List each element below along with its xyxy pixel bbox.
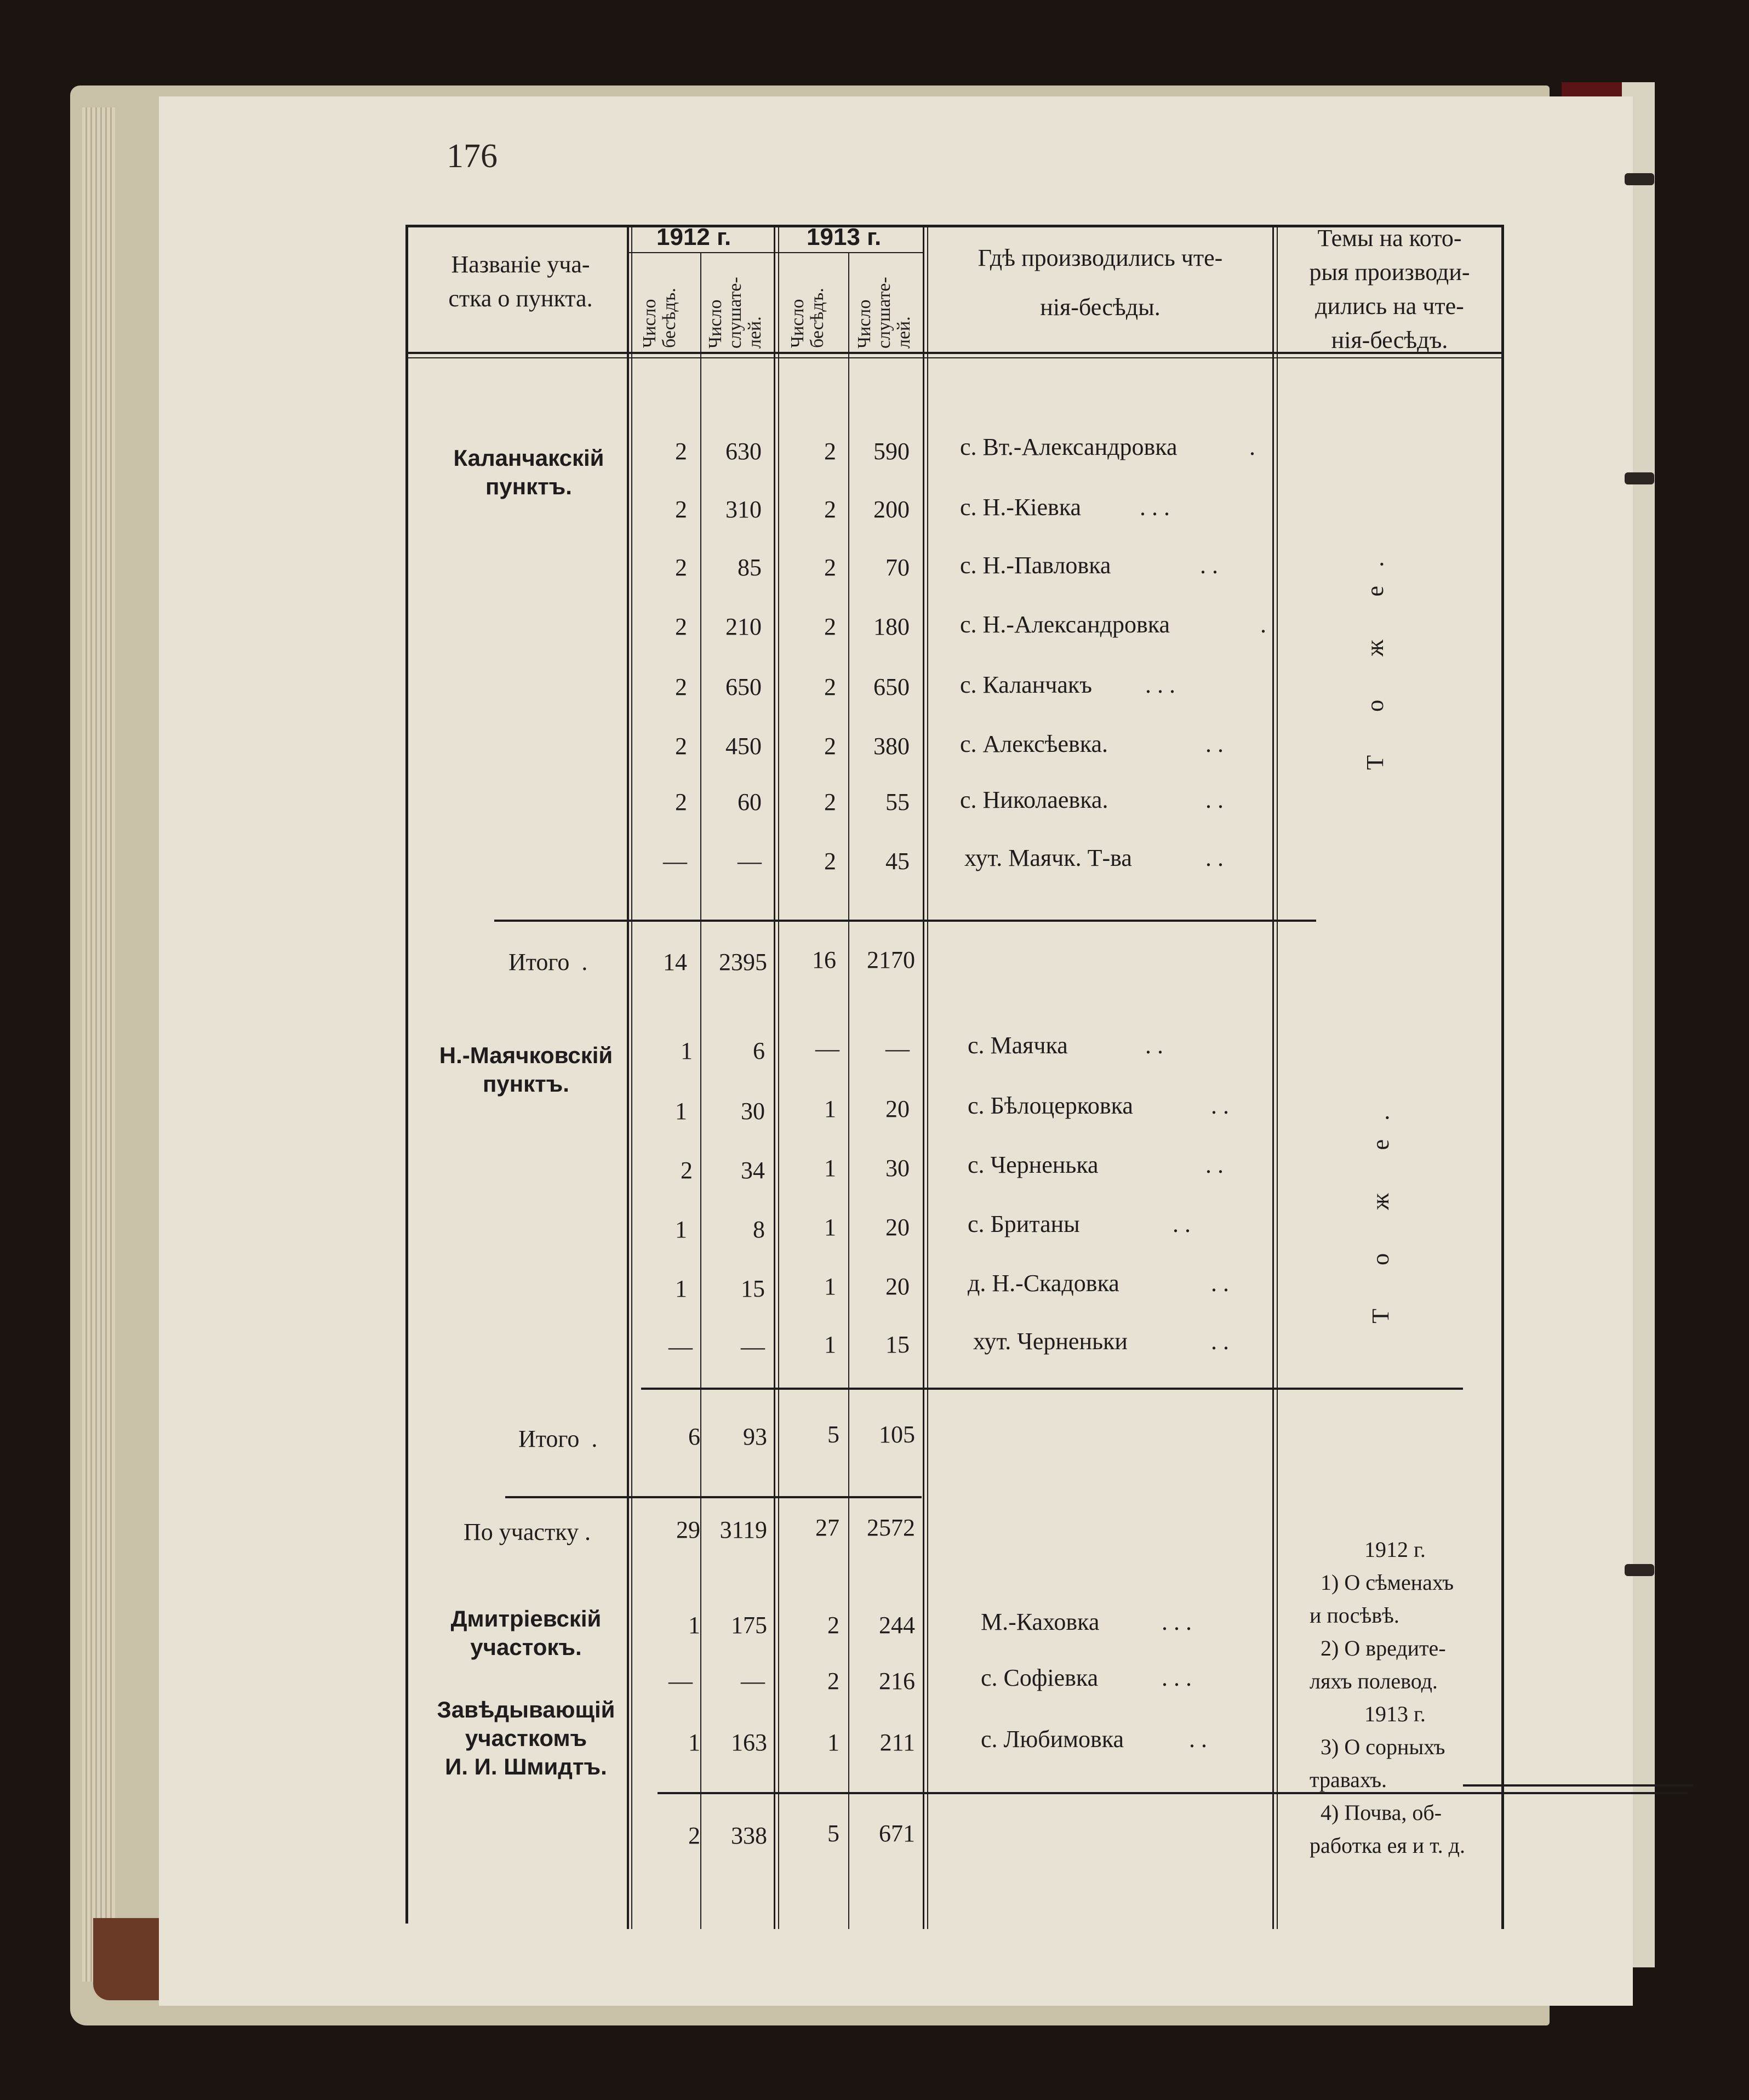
cell-listeners-1912: 60 [738, 789, 762, 815]
district-total-listeners-1913: 2572 [867, 1514, 915, 1541]
cell-listeners-1913: — [885, 1035, 910, 1062]
cell-listeners-1912: 6 [753, 1037, 765, 1064]
table-right-rule [1501, 225, 1504, 1929]
cell-leader-dots: . . [1145, 1032, 1163, 1059]
page-edges [82, 107, 115, 1982]
cell-leader-dots: . . [1205, 731, 1224, 757]
total-talks-1913: 16 [812, 946, 836, 973]
cell-listeners-1912: 175 [731, 1612, 767, 1639]
cell-place: с. Маячка [968, 1032, 1068, 1059]
total-talks-1912: 6 [688, 1423, 700, 1450]
cell-listeners-1912: — [741, 1668, 765, 1694]
binding-clip [1625, 173, 1654, 185]
header-year-1912: 1912 г. [656, 224, 731, 250]
cell-talks-1912: 2 [681, 1157, 693, 1184]
section-rule [494, 920, 1316, 922]
total-label-mayachka: Итого . [518, 1425, 598, 1452]
total-listeners-1913: 2170 [867, 946, 915, 973]
cell-place: с. Бѣлоцерковка [968, 1092, 1133, 1119]
cell-listeners-1912: 450 [725, 733, 762, 760]
cell-listeners-1912: 8 [753, 1216, 765, 1243]
binding-clip [1625, 472, 1654, 484]
cell-leader-dots: . . [1200, 552, 1218, 579]
cell-leader-dots: . [1260, 611, 1266, 638]
cell-talks-1912: 1 [675, 1216, 687, 1243]
col-rule [927, 225, 928, 1929]
header-listeners-1913: Число слушате- лей. [854, 277, 914, 349]
cell-place: М.-Каховка [981, 1608, 1100, 1635]
header-talks-1913: Число бесѣдъ. [787, 288, 827, 348]
cell-listeners-1913: 30 [885, 1155, 910, 1182]
section-rule [505, 1496, 922, 1498]
topic-same-mayachka: Т о ж е. [1367, 1096, 1394, 1323]
cell-place: д. Н.-Скадовка [968, 1270, 1119, 1297]
dmitrievsky-total-talks-1913: 5 [827, 1820, 839, 1847]
district-total-label: По участку . [464, 1519, 591, 1545]
cell-listeners-1913: 380 [873, 733, 910, 760]
readings-table [405, 203, 1516, 1929]
binding-clip [1625, 1564, 1654, 1576]
cell-place: хут. Черненьки [973, 1328, 1128, 1355]
cell-listeners-1912: — [741, 1333, 765, 1360]
cell-place: с. Британы [968, 1211, 1080, 1237]
cell-place: с. Алексѣевка. [960, 731, 1108, 757]
cell-talks-1912: 1 [681, 1037, 693, 1064]
cell-place: с. Н.-Кіевка [960, 494, 1082, 521]
total-listeners-1912: 2395 [719, 949, 767, 975]
cell-listeners-1913: 70 [885, 554, 910, 581]
topic-same-kalanchak: Т о ж е. [1362, 543, 1388, 770]
cell-listeners-1912: 163 [731, 1729, 767, 1756]
cell-leader-dots: . . [1189, 1726, 1207, 1753]
cell-leader-dots: . . [1211, 1092, 1229, 1119]
cell-listeners-1912: 15 [741, 1275, 765, 1302]
cell-talks-1912: 2 [675, 496, 687, 523]
cell-leader-dots: . . [1173, 1211, 1191, 1237]
header-name-col: Названіе уча- стка о пункта. [448, 251, 593, 312]
header-listeners-1912: Число слушате- лей. [705, 277, 765, 349]
cell-leader-dots: . . [1205, 786, 1224, 813]
cell-talks-1913: 2 [824, 554, 836, 581]
cell-talks-1913: 2 [824, 613, 836, 640]
header-talks-1912: Число бесѣдъ. [639, 288, 679, 348]
table-left-rule [405, 225, 408, 1924]
district-total-listeners-1912: 3119 [719, 1516, 767, 1543]
cell-listeners-1913: 20 [885, 1273, 910, 1300]
cell-listeners-1913: 20 [885, 1214, 910, 1241]
header-where: Гдѣ производились чте- нія-бесѣды. [978, 244, 1223, 321]
cell-leader-dots: . . [1211, 1270, 1229, 1297]
cell-listeners-1913: 55 [885, 789, 910, 815]
col-rule [1277, 225, 1278, 1929]
cell-listeners-1913: 650 [873, 674, 910, 700]
cell-place: с. Каланчакъ [960, 671, 1093, 698]
cell-talks-1912: 2 [675, 733, 687, 760]
year-rule [627, 252, 778, 253]
cell-talks-1912: 1 [688, 1612, 700, 1639]
header-year-1913: 1913 г. [807, 224, 882, 250]
cell-talks-1912: — [668, 1333, 693, 1360]
cell-talks-1913: 1 [827, 1729, 839, 1756]
district-head: Завѣдывающій участкомъ И. И. Шмидтъ. [437, 1697, 615, 1779]
section-name-mayachka: Н.-Маячковскій пунктъ. [439, 1042, 613, 1097]
cell-talks-1913: 2 [827, 1668, 839, 1694]
cell-leader-dots: . [1249, 433, 1255, 460]
district-total-talks-1913: 27 [815, 1514, 839, 1541]
dmitrievsky-total-listeners-1912: 338 [731, 1822, 767, 1849]
cell-talks-1913: 1 [824, 1155, 836, 1182]
cell-listeners-1912: 34 [741, 1157, 765, 1184]
dmitrievsky-total-listeners-1913: 671 [879, 1820, 915, 1847]
cell-talks-1912: 2 [675, 554, 687, 581]
cell-leader-dots: . . [1205, 1151, 1224, 1178]
cell-listeners-1912: 30 [741, 1098, 765, 1125]
cell-place: хут. Маячк. Т-ва [964, 844, 1132, 871]
cell-talks-1913: 1 [824, 1273, 836, 1300]
cell-listeners-1912: 85 [738, 554, 762, 581]
total-talks-1912: 14 [663, 949, 687, 975]
total-talks-1913: 5 [827, 1421, 839, 1448]
cell-talks-1913: 1 [824, 1214, 836, 1241]
cell-talks-1912: — [668, 1668, 693, 1694]
cell-listeners-1913: 180 [873, 613, 910, 640]
cell-talks-1912: 1 [688, 1729, 700, 1756]
cell-talks-1913: 2 [827, 1612, 839, 1639]
section-rule [1463, 1784, 1693, 1787]
page-number: 176 [447, 138, 498, 175]
total-label-kalanchak: Итого . [508, 949, 588, 975]
cell-talks-1913: 2 [824, 733, 836, 760]
cell-talks-1912: — [663, 848, 687, 875]
cell-listeners-1912: 650 [725, 674, 762, 700]
col-rule [774, 225, 775, 1929]
cell-talks-1913: 2 [824, 674, 836, 700]
district-total-talks-1912: 29 [676, 1516, 700, 1543]
cell-talks-1913: 1 [824, 1331, 836, 1358]
cell-listeners-1912: 210 [725, 613, 762, 640]
col-rule [1272, 225, 1274, 1929]
cell-leader-dots: . . . [1140, 494, 1170, 521]
col-rule [923, 225, 924, 1929]
cell-listeners-1912: 630 [725, 438, 762, 465]
cell-talks-1912: 2 [675, 613, 687, 640]
cell-listeners-1913: 200 [873, 496, 910, 523]
cell-talks-1913: 2 [824, 789, 836, 815]
cell-leader-dots: . . [1205, 844, 1224, 871]
cell-talks-1913: 2 [824, 438, 836, 465]
year-rule [776, 252, 924, 253]
cell-talks-1913: — [815, 1035, 839, 1062]
cell-place: с. Н.-Павловка [960, 552, 1111, 579]
cell-place: с. Николаевка. [960, 786, 1108, 813]
cell-leader-dots: . . . [1162, 1608, 1192, 1635]
cell-talks-1912: 2 [675, 789, 687, 815]
cell-place: с. Любимовка [981, 1726, 1124, 1753]
cell-talks-1913: 2 [824, 848, 836, 875]
cell-leader-dots: . . . [1145, 671, 1175, 698]
cell-leader-dots: . . . [1162, 1664, 1192, 1691]
header-topics: Темы на кото- рыя производи- дились на чте- нія-бесѣдъ. [1309, 225, 1470, 353]
section-rule [658, 1792, 1688, 1794]
cell-talks-1912: 1 [675, 1275, 687, 1302]
cell-listeners-1913: 15 [885, 1331, 910, 1358]
section-name-kalanchak: Каланчакскій пунктъ. [453, 445, 604, 499]
cell-place: с. Вт.-Александровка [960, 433, 1178, 460]
cell-listeners-1912: — [738, 848, 762, 875]
header-rule-thin [405, 357, 1504, 358]
dmitrievsky-total-talks-1912: 2 [688, 1822, 700, 1849]
cell-listeners-1913: 216 [879, 1668, 915, 1694]
cell-talks-1913: 2 [824, 496, 836, 523]
section-name-dmitrievsky: Дмитріевскій участокъ. [450, 1606, 602, 1660]
total-listeners-1912: 93 [743, 1423, 767, 1450]
cell-listeners-1913: 211 [879, 1729, 915, 1756]
section-rule [641, 1388, 1463, 1390]
cell-listeners-1912: 310 [725, 496, 762, 523]
cell-place: с. Н.-Александровка [960, 611, 1170, 638]
cell-listeners-1913: 45 [885, 848, 910, 875]
cell-talks-1912: 1 [675, 1098, 687, 1125]
cell-place: с. Черненька [968, 1151, 1099, 1178]
cell-listeners-1913: 20 [885, 1095, 910, 1122]
cell-talks-1913: 1 [824, 1095, 836, 1122]
cell-listeners-1913: 590 [873, 438, 910, 465]
cell-talks-1912: 2 [675, 674, 687, 700]
cell-leader-dots: . . [1211, 1328, 1229, 1355]
total-listeners-1913: 105 [879, 1421, 915, 1448]
cell-listeners-1913: 244 [879, 1612, 915, 1639]
cell-place: с. Софіевка [981, 1664, 1099, 1691]
dmitrievsky-topics: 1912 г. 1) О сѣменахъ и посѣвѣ. 2) О вредите- ляхъ полевод. 1913 г. 3) О сорныхъ травахъ. 4) Почва, об- работка ея и т. д. [1310, 1537, 1466, 1858]
col-rule [627, 225, 629, 1929]
cell-talks-1912: 2 [675, 438, 687, 465]
